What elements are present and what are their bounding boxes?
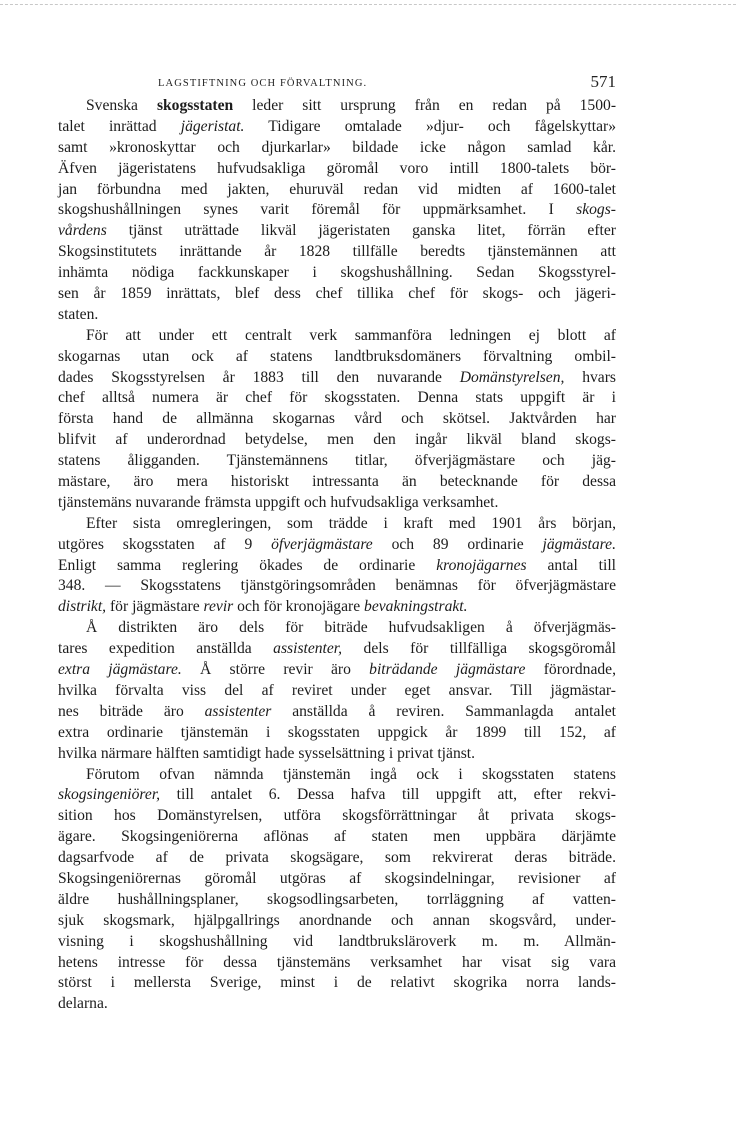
text-line <box>58 368 616 389</box>
text-line <box>58 911 616 932</box>
text-segment: För att under ett centralt verk sammanföra ledningen ej blott af <box>86 326 616 344</box>
text-line <box>58 639 616 660</box>
text-segment: hvilka förvalta viss del af reviret under eget ansvar. Till jägmästar- <box>58 681 616 699</box>
text-line <box>58 890 616 911</box>
text-segment: anställda å reviren. Sammanlagda antalet <box>271 702 617 720</box>
text-segment: sen år 1859 inrättats, blef dess chef tillika chef för skogs- och jägeri- <box>58 285 616 303</box>
text-line <box>58 556 616 577</box>
text-segment: hetens intresse för dessa tjänstemäns verksamhet har visat sig vara <box>58 953 616 971</box>
text-segment: och 89 ordinarie <box>372 535 543 553</box>
text-segment: jan förbundna med jakten, ehuruväl redan vid midten af 1600-talet <box>58 180 616 198</box>
text-segment: Skogsingeniörernas göromål utgöras af skogsindelningar, revisioner af <box>58 869 616 887</box>
italic-term: assistenter <box>204 702 272 720</box>
text-segment: Efter sista omregleringen, som trädde i kraft med 1901 års början, <box>86 514 616 532</box>
text-segment: skogarnas utan ock af statens landtbruksdomäners förvaltning ombil- <box>58 347 616 365</box>
italic-term: kronojägarnes <box>436 556 527 574</box>
text-segment: skogshushållningen synes varit föremål för uppmärksamhet. I <box>58 201 577 219</box>
text-segment: ägare. Skogsingeniörerna aflönas af staten men uppbära därjämte <box>58 828 616 846</box>
text-line <box>58 869 616 890</box>
text-segment: delarna. <box>58 995 108 1013</box>
text-segment: leder sitt ursprung från en redan på 1500- <box>233 97 617 114</box>
text-line <box>58 221 616 242</box>
italic-term: skogsingeniörer, <box>58 786 161 804</box>
text-line <box>58 660 616 681</box>
text-line <box>58 430 616 451</box>
page-number: 571 <box>590 72 616 91</box>
text-segment: extra ordinarie tjänstemän i skogsstaten uppgick år 1899 till 152, af <box>58 723 616 741</box>
text-line <box>58 409 616 430</box>
text-segment: Å större revir äro <box>181 661 370 679</box>
text-line <box>58 159 616 180</box>
text-segment: chef alltså numera är chef för skogsstaten. Denna stats uppgift är i <box>58 389 616 407</box>
text-segment: första hand de allmänna skogarnas vård och skötsel. Jaktvården har <box>58 410 616 428</box>
text-line <box>58 138 616 159</box>
text-line <box>58 200 616 221</box>
text-segment: tares expedition anställda <box>58 640 274 658</box>
text-segment: blifvit af underordnad betydelse, men den ingår likväl bland skogs- <box>58 431 616 449</box>
text-segment: och för kronojägare <box>233 598 365 616</box>
text-segment: till antalet 6. Dessa hafva till uppgift att, efter rekvi- <box>160 786 616 804</box>
text-line <box>58 702 616 723</box>
italic-term: distrikt, <box>58 598 107 616</box>
italic-term: skogs- <box>576 201 616 219</box>
text-segment: Å distrikten äro dels för biträde hufvudsakligen å öfverjägmäs- <box>86 619 616 637</box>
text-segment: sition hos Domänstyrelsen, utföra skogsförrättningar åt privata skogs- <box>58 807 616 825</box>
text-line <box>58 953 616 974</box>
text-segment: nes biträde äro <box>58 702 205 720</box>
text-segment: sjuk skogsmark, hjälpgallrings anordnande och annan skogsvård, under- <box>58 911 616 929</box>
scan-edge-rule <box>0 4 736 5</box>
text-line <box>58 305 616 326</box>
text-line <box>58 451 616 472</box>
bold-term: skogsstaten <box>156 97 234 114</box>
text-line <box>58 932 616 953</box>
italic-term: vårdens <box>58 222 107 240</box>
text-line <box>58 994 616 1015</box>
text-segment: samt »kronoskyttar och djurkarlar» bildade icke någon samlad kår. <box>58 138 616 156</box>
text-segment: mästare, äro mera historiskt intressanta än betecknande för dessa <box>58 473 616 491</box>
italic-term: jägmästare. <box>542 535 616 553</box>
text-line <box>58 493 616 514</box>
text-segment: inhämta nödiga fackkunskaper i skogshushållning. Sedan Skogsstyrel- <box>58 264 616 282</box>
running-header-title: LAGSTIFTNING OCH FÖRVALTNING. <box>158 78 368 89</box>
text-line <box>58 723 616 744</box>
text-segment: Äfven jägeristatens hufvudsakliga göromål voro intill 1800-talets bör- <box>58 159 616 177</box>
text-line <box>58 973 616 994</box>
text-segment: för jägmästare <box>106 598 204 616</box>
text-line <box>58 785 616 806</box>
text-segment: tjänst uträttade likväl jägeristaten ganska litet, förrän efter <box>106 222 616 240</box>
text-line <box>58 326 616 347</box>
text-segment: dagsarfvode af de privata skogsägare, som rekvirerat deras biträde. <box>58 849 616 867</box>
text-segment: dels för tillfälliga skogsgöromål <box>342 640 616 658</box>
text-segment: Enligt samma reglering ökades de ordinarie <box>58 556 437 574</box>
text-segment: Förutom ofvan nämnda tjänstemän ingå ock i skogsstaten statens <box>86 765 616 783</box>
italic-term: biträdande jägmästare <box>369 661 526 679</box>
text-line <box>58 96 616 117</box>
text-line <box>58 347 616 368</box>
text-segment: störst i mellersta Sverige, minst i de relativt skogrika norra lands- <box>58 974 616 992</box>
text-line <box>58 681 616 702</box>
text-line <box>58 806 616 827</box>
text-segment: Skogsinstitutets inrättande år 1828 tillfälle beredts tjänstemännen att <box>58 243 616 261</box>
text-line <box>58 284 616 305</box>
text-line <box>58 848 616 869</box>
text-line <box>58 388 616 409</box>
running-header <box>58 72 616 94</box>
text-line <box>58 180 616 201</box>
text-segment: tjänstemäns nuvarande främsta uppgift och hufvudsakliga verksamhet. <box>58 493 499 511</box>
italic-term: jägeristat. <box>180 117 245 135</box>
body-text <box>58 96 616 1015</box>
text-line <box>58 117 616 138</box>
text-segment: statens åligganden. Tjänstemännens titlar, öfverjägmästare och jäg- <box>58 452 616 470</box>
italic-term: revir <box>203 598 234 616</box>
text-line <box>58 744 616 765</box>
text-segment: talet inrättad <box>58 117 181 135</box>
text-segment: staten. <box>58 305 99 323</box>
italic-term: extra jägmästare. <box>58 661 182 679</box>
text-segment: visning i skogshushållning vid landtbruksläroverk m. m. Allmän- <box>58 932 616 950</box>
text-line <box>58 827 616 848</box>
text-segment: dades Skogsstyrelsen år 1883 till den nuvarande <box>58 368 460 386</box>
text-segment: 348. — Skogsstatens tjänstgöringsområden benämnas för öfverjägmästare <box>58 577 616 595</box>
text-line <box>58 765 616 786</box>
text-segment: Tidigare omtalade »djur- och fågelskyttar» <box>244 117 616 135</box>
italic-term: assistenter, <box>273 640 343 658</box>
italic-term: öfverjägmästare <box>271 535 373 553</box>
text-segment: hvars <box>564 368 616 386</box>
text-line <box>58 242 616 263</box>
text-segment: äldre hushållningsplaner, skogsodlingsarbeten, torrläggning af vatten- <box>58 890 616 908</box>
text-line <box>58 263 616 284</box>
text-segment: hvilka närmare hälften samtidigt hade sysselsättning i privat tjänst. <box>58 744 476 762</box>
text-segment: antal till <box>526 556 617 574</box>
text-line <box>58 514 616 535</box>
text-line <box>58 618 616 639</box>
italic-term: Domänstyrelsen, <box>459 368 565 386</box>
text-line <box>58 472 616 493</box>
text-segment: förordnade, <box>525 661 617 679</box>
text-segment: Svenska <box>86 97 157 114</box>
text-line <box>58 597 616 618</box>
text-line <box>58 576 616 597</box>
text-line <box>58 535 616 556</box>
text-segment: utgöres skogsstaten af 9 <box>58 535 272 553</box>
italic-term: bevakningstrakt. <box>364 598 468 616</box>
